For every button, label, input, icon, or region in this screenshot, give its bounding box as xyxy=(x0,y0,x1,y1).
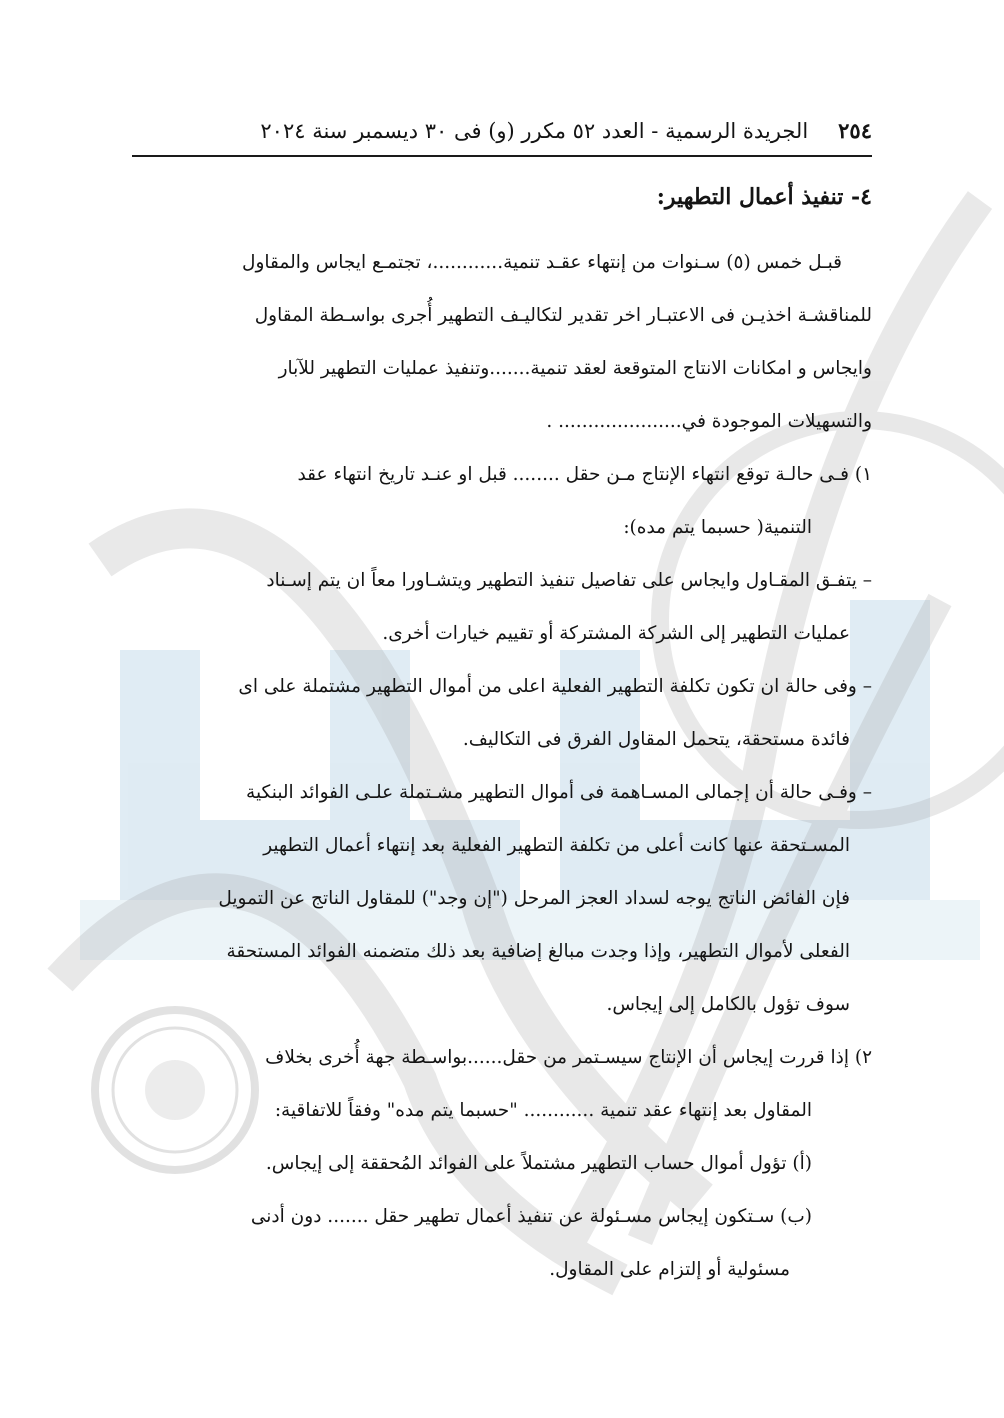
item-1-line: التنمية( حسبما يتم مده): xyxy=(623,517,812,538)
header-divider xyxy=(132,155,872,157)
dash-item-1-line: عمليات التطهير إلى الشركة المشتركة أو تقييم خيارات أخرى. xyxy=(382,623,850,644)
dash-item-2-line: فائدة مستحقة، يتحمل المقاول الفرق فى التكاليف. xyxy=(462,729,850,750)
sub-item-b-line: (ب) سـتكون إيجاس مسـئولة عن تنفيذ أعمال تطهير حقل ....... دون أدنى xyxy=(250,1206,812,1227)
dash-item-3-line: – وفـى حالة أن إجمالى المسـاهمة فى أموال التطهير مشـتملة علـى الفوائد البنكية xyxy=(246,782,872,803)
document-body xyxy=(132,236,872,1296)
item-1-line: ١) فـى حالـة توقع انتهاء الإنتاج مـن حقل ........ قبل او عنـد تاريخ انتهاء عقد xyxy=(297,464,872,485)
page-header xyxy=(132,111,872,151)
dash-item-3-line: سوف تؤول بالكامل إلى إيجاس. xyxy=(606,994,850,1015)
sub-item-a-line: (أ) تؤول أموال حساب التطهير مشتملاً على الفوائد المُحققة إلى إيجاس. xyxy=(265,1153,812,1174)
intro-line: والتسهيلات الموجودة في..................... . xyxy=(546,411,872,432)
section-heading: ٤- تنفيذ أعمال التطهير: xyxy=(656,184,872,210)
intro-line: قبـل خمس (٥) سـنوات من إنتهاء عقـد تنمية............، تجتمـع ايجاس والمقاول xyxy=(242,252,842,273)
dash-item-3-line: الفعلى لأموال التطهير، وإذا وجدت مبالغ إضافية بعد ذلك متضمنه الفوائد المستحقة xyxy=(226,941,850,962)
item-2-line: ٢) إذا قررت إيجاس أن الإنتاج سيسـتمر من حقل......بواسـطة جهة أُخرى بخلاف xyxy=(265,1047,872,1068)
intro-line: للمناقشـة اخذيـن فى الاعتبـار اخر تقدير لتكاليـف التطهير أُجرى بواسـطة المقاول xyxy=(254,305,872,326)
page-number: ٢٥٤ xyxy=(838,118,872,143)
dash-item-2-line: – وفى حالة ان تكون تكلفة التطهير الفعلية اعلى من أموال التطهير مشتملة على اى xyxy=(238,676,872,697)
dash-item-3-line: المسـتحقة عنها كانت أعلى من تكلفة التطهير الفعلية بعد إنتهاء أعمال التطهير xyxy=(263,835,850,856)
dash-item-3-line: فإن الفائض الناتج يوجه لسداد العجز المرحل ("إن وجد") للمقاول الناتج عن التمويل xyxy=(218,888,850,909)
sub-item-b-line: مسئولية أو إلتزام على المقاول. xyxy=(549,1259,790,1280)
gazette-title: الجريدة الرسمية - العدد ٥٢ مكرر (و) فى ٣٠ ديسمبر سنة ٢٠٢٤ xyxy=(260,119,809,143)
item-2-line: المقاول بعد إنتهاء عقد تنمية ............ "حسبما يتم مده" وفقاً للاتفاقية: xyxy=(274,1100,812,1121)
dash-item-1-line: – يتفـق المقـاول وايجاس على تفاصيل تنفيذ التطهير ويتشـاورا معاً ان يتم إسـناد xyxy=(266,570,872,591)
intro-line: وايجاس و امكانات الانتاج المتوقعة لعقد تنمية.......وتنفيذ عمليات التطهير للآبار xyxy=(278,358,872,379)
document-page xyxy=(132,0,872,1418)
